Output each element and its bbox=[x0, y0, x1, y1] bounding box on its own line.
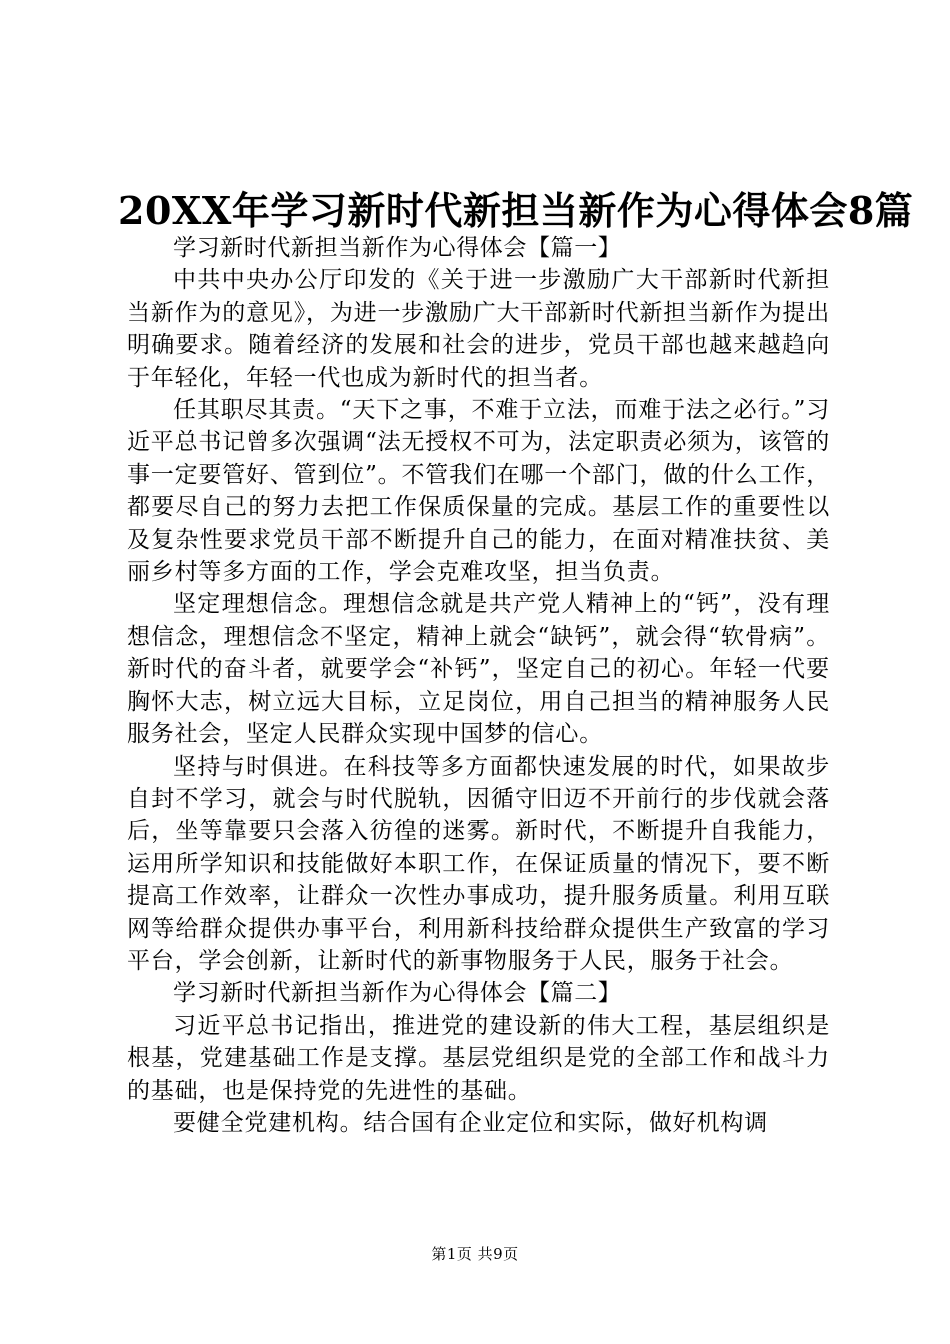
section-heading-2: 学习新时代新担当新作为心得体会【篇二】 bbox=[173, 980, 622, 1007]
document-title: 20XX年学习新时代新担当新作为心得体会8篇 bbox=[118, 188, 914, 233]
paragraph: 坚定理想信念。理想信念就是共产党人精神上的“钙”，没有理想信念，理想信念不坚定，精神上就会“缺钙”，就会得“软骨病”。新时代的奋斗者，就要学会“补钙”，坚定自己的初心。年轻一代要胸怀大志，树立远大目标，立足岗位，用自己担当的精神服务人民服务社会，坚定人民群众实现中国梦的信心。 bbox=[127, 591, 830, 748]
paragraph: 坚持与时俱进。在科技等多方面都快速发展的时代，如果故步自封不学习，就会与时代脱轨，因循守旧迈不开前行的步伐就会落后，坐等靠要只会落入彷徨的迷雾。新时代，不断提升自我能力，运用所学知识和技能做好本职工作，在保证质量的情况下，要不断提高工作效率，让群众一次性办事成功，提升服务质量。利用互联网等给群众提供办事平台，利用新科技给群众提供生产致富的学习平台，学会创新，让新时代的新事物服务于人民，服务于社会。 bbox=[127, 753, 830, 974]
paragraph: 中共中央办公厅印发的《关于进一步激励广大干部新时代新担当新作为的意见》，为进一步激励广大干部新时代新担当新作为提出明确要求。随着经济的发展和社会的进步，党员干部也越来越趋向于年轻化，年轻一代也成为新时代的担当者。 bbox=[127, 267, 830, 391]
paragraph: 任其职尽其责。“天下之事，不难于立法，而难于法之必行。”习近平总书记曾多次强调“法无授权不可为，法定职责必须为，该管的事一定要管好、管到位”。不管我们在哪一个部门，做的什么工作，都要尽自己的努力去把工作保质保量的完成。基层工作的重要性以及复杂性要求党员干部不断提升自己的能力，在面对精准扶贫、美丽乡村等多方面的工作，学会克难攻坚，担当负责。 bbox=[127, 397, 830, 586]
page-footer: 第1页 共9页 bbox=[431, 1245, 519, 1263]
document-body bbox=[127, 232, 830, 1139]
section-heading-1: 学习新时代新担当新作为心得体会【篇一】 bbox=[173, 235, 622, 261]
paragraph: 习近平总书记指出，推进党的建设新的伟大工程，基层组织是根基，党建基础工作是支撑。基层党组织是党的全部工作和战斗力的基础，也是保持党的先进性的基础。 bbox=[127, 1012, 830, 1104]
paragraph: 要健全党建机构。结合国有企业定位和实际，做好机构调 bbox=[173, 1109, 768, 1136]
